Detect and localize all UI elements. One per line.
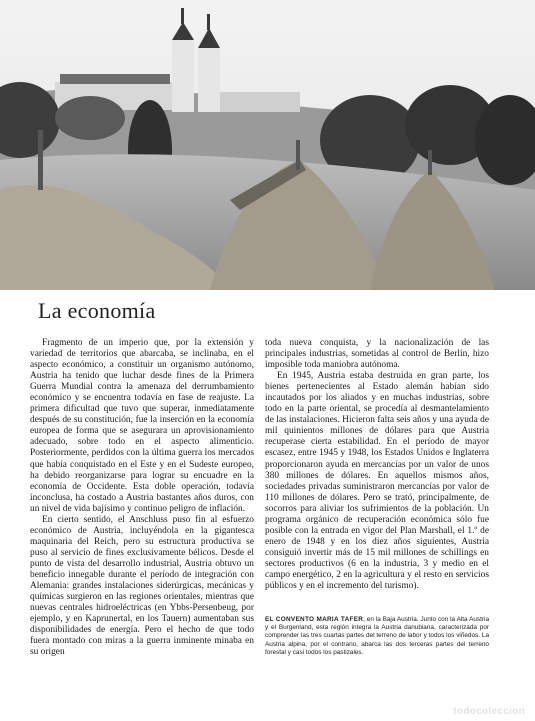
article-column-right: [265, 338, 489, 592]
paragraph: En 1945, Austria estaba destruida en gran parte, los bienes pertenecientes al Estado alemán habían sido incautados por los aliados y en muchas industrias, sobre todo en la parte oriental, se procedía al desmantelamiento de las instalaciones. Hicieron falta seis años y una ayuda de mil quinientos millones de dólares para que Austria recuperase cierta estabilidad. En el período de mayor escasez, entre 1945 y 1948, los Estados Unidos e Inglaterra proporcionaron ayuda en mercancías por un valor de unos 380 millones de dólares. En aquellos mismos años, sociedades privadas suministraron mercancías por valor de 110 millones de dólares. Pero se trató, principalmente, de socorros para aliviar los sufrimientos de la población. Un programa orgánico de recuperación económica sólo fue posible con la entrada en vigor del Plan Marshall, el 1.º de enero de 1948 y en los diez años siguientes, Austria consiguió invertir más de 15 mil millones de schillings en sectores productivos (6 en la industria, 3 y medio en el campo energético, 2 en la agricultura y el resto en servicios públicos y en el incremento del turismo).: [265, 371, 489, 592]
paragraph: En cierto sentido, el Anschluss puso fin al esfuerzo económico de Austria, incluyéndola en la gigantesca maquinaria del Reich, pero su estructura productiva se puso al servicio de fines exclusivamente bélicos. Desde el punto de vista del desarrollo industrial, Austria obtuvo un beneficio innegable durante el período de integración con Alemania: grandes instalaciones siderúrgicas, mecánicas y químicas surgieron en las regiones orientales, mientras que nuevas centrales hidroeléctricas (en Ybbs-Persenbeug, por ejemplo, y en Kaprunertal, en los Tauern) aumentaban sus disponibilidades de energía. Pero el hecho de que todo fuera montado con miras a la guerra inminente minaba en su origen: [30, 514, 254, 658]
paragraph: toda nueva conquista, y la nacionalización de las principales industrias, sometidas al control de Berlín, hizo imposible toda maniobra autónoma.: [265, 338, 489, 371]
caption-text: , en la Baja Austria. Junto con la Alta Austria y el Burgenland, esta región integra la Austria danubiana, caracterizada por comprender las tres cuartas partes del terreno de labor y todos los viñedos. La Austria alpina, por el contrario, abarca las dos terceras partes del terreno forestal y casi todos los pastizales.: [265, 616, 489, 656]
article-column-left: [30, 338, 254, 658]
monastery-photo: [0, 0, 535, 290]
paragraph: Fragmento de un imperio que, por la extensión y variedad de territorios que abarcaba, se inclinaba, en el aspecto económico, a constituir un organismo autónomo, Austria ha tenido que luchar desde fines de la Primera Guerra Mundial contra la amenaza del derrumbamiento económico y se encuentra todavía en fase de reajuste. La primera dificultad que tuvo que superar, inmediatamente después de su constitución, fue la inserción en la economía europea de forma que se asegurara un aprovisionamiento adecuado, sobre todo en el aspecto alimenticio. Posteriormente, perdidos con la última guerra los mercados que había conquistado en el Este y en el Sudeste europeo, ha debido reorganizarse para lograr su encuadre en la economía de Occidente. Esta doble operación, todavía inconclusa, ha costado a Austria bastantes años duros, con un nivel de vida bajísimo y continuo peligro de inflación.: [30, 338, 254, 514]
watermark: todocoleccion: [453, 706, 525, 717]
photo-caption: [265, 616, 489, 657]
section-heading: La economía: [38, 298, 156, 323]
caption-title: EL CONVENTO MARIA TAFER: [265, 616, 364, 623]
